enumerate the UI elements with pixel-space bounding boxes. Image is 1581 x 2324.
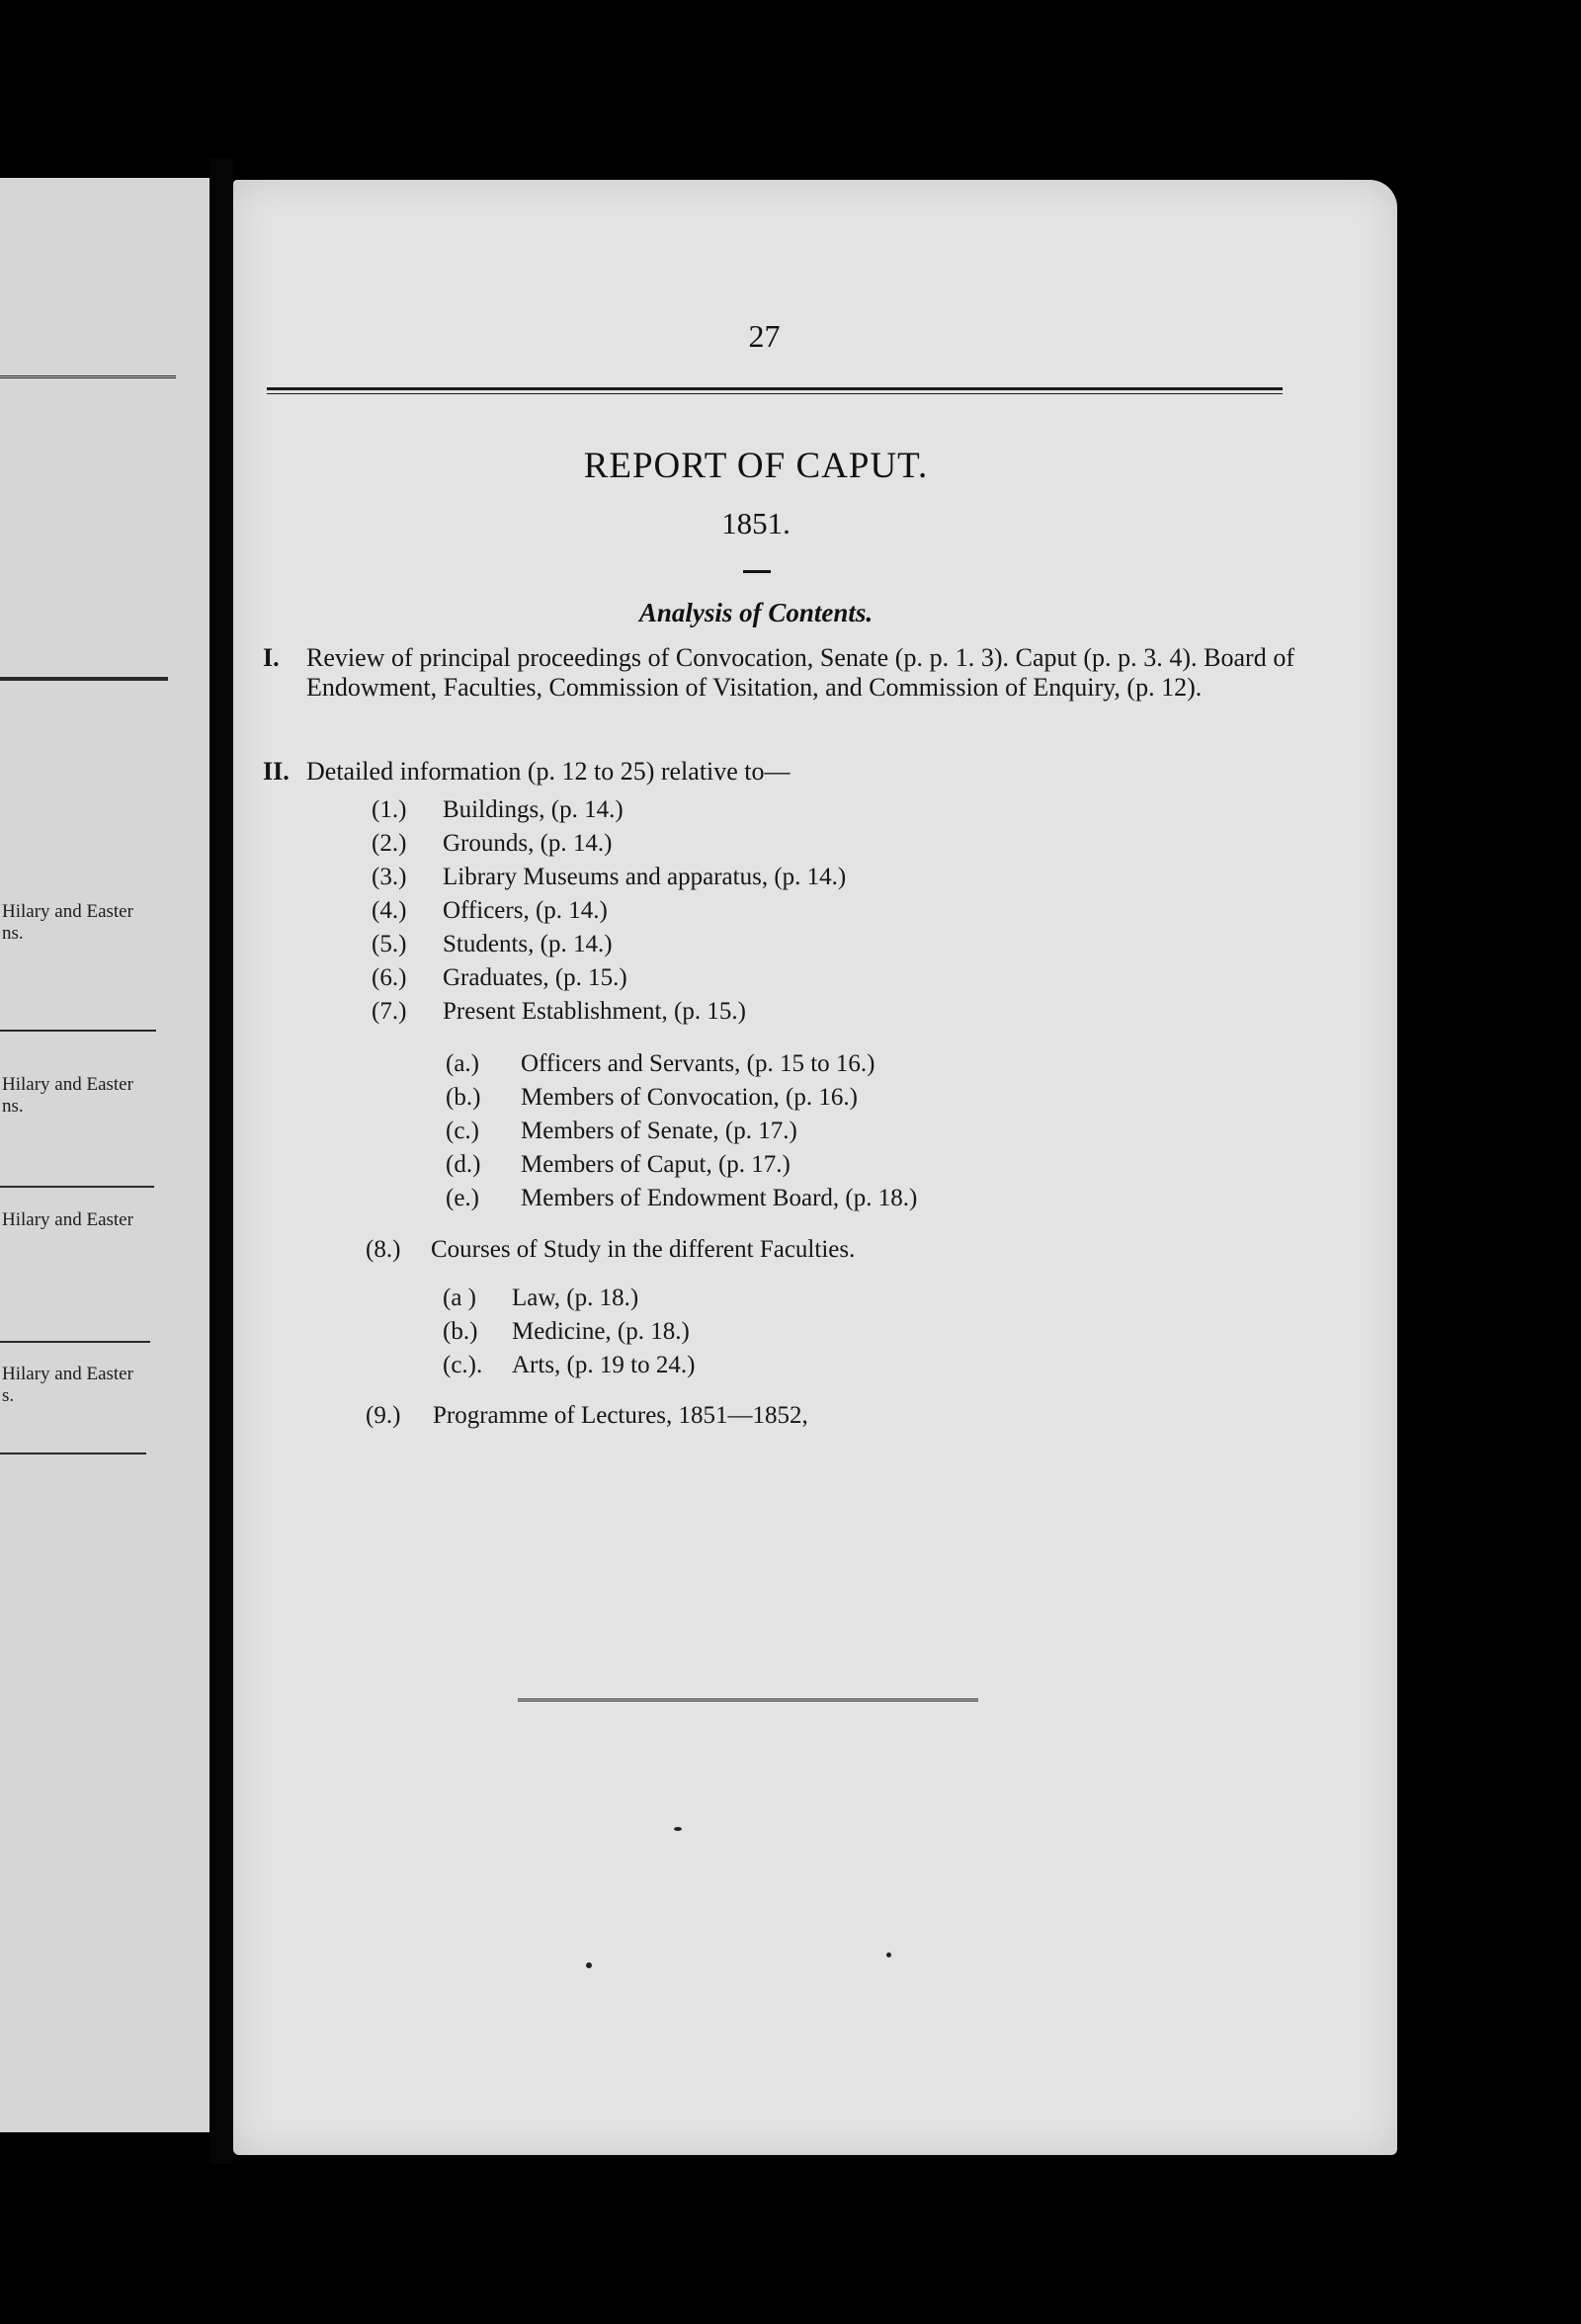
report-year: 1851. — [721, 506, 790, 540]
item-label: (a.) — [446, 1050, 479, 1077]
closing-rule — [518, 1699, 978, 1704]
left-page-text: Hilary and Easter — [2, 1364, 133, 1384]
left-page-text: Hilary and Easter — [2, 1209, 133, 1230]
contents-heading: Analysis of Contents. — [638, 598, 874, 627]
document-page — [233, 180, 1397, 2155]
sub-list-item — [446, 1150, 790, 1180]
ink-speck — [886, 1952, 891, 1957]
divider — [0, 1030, 156, 1032]
divider — [0, 677, 168, 681]
section-text: Review of principal proceedings of Convocation, Senate (p. p. 1. 3). Caput (p. p. 3. 4). Board of Endowment, Faculties, Commission of Visitation, and Commission of Enquiry, (p. 12). — [306, 643, 1294, 702]
item-label: (c.). — [443, 1352, 483, 1378]
sub-list-item — [443, 1351, 696, 1380]
sub-list-item — [446, 1083, 858, 1113]
item-text: Programme of Lectures, 1851—1852, — [433, 1402, 808, 1429]
sub-list-item — [443, 1317, 690, 1347]
left-page-text: Hilary and Easter — [2, 901, 133, 922]
item-text: Buildings, (p. 14.) — [443, 796, 624, 823]
item-text: Present Establishment, (p. 15.) — [443, 998, 746, 1025]
divider — [0, 1341, 150, 1343]
item-label: (6.) — [372, 964, 407, 991]
item-label: (7.) — [372, 998, 407, 1025]
left-page-text: ns. — [2, 923, 24, 944]
sub-list-item — [446, 1184, 918, 1213]
ink-speck — [586, 1962, 592, 1968]
item-label: (3.) — [372, 864, 407, 890]
item-text: Grounds, (p. 14.) — [443, 830, 613, 857]
previous-page-edge — [0, 178, 209, 2132]
item-text: Library Museums and apparatus, (p. 14.) — [443, 864, 847, 890]
list-item — [372, 863, 847, 892]
item-label: (d.) — [446, 1151, 481, 1178]
item-text: Officers, (p. 14.) — [443, 897, 608, 924]
item-label: (2.) — [372, 830, 407, 857]
left-page-text: ns. — [2, 1096, 24, 1117]
left-page-text: Hilary and Easter — [2, 1074, 133, 1095]
section-number: I. — [263, 643, 280, 672]
divider — [0, 375, 176, 381]
item-label: (1.) — [372, 796, 407, 823]
report-title: REPORT OF CAPUT. — [583, 446, 929, 486]
item-text: Graduates, (p. 15.) — [443, 964, 627, 991]
ink-speck — [674, 1827, 682, 1831]
item-label: (9.) — [366, 1402, 401, 1429]
sub-list-item — [443, 1284, 639, 1313]
section-text: Detailed information (p. 12 to 25) relative to— — [306, 757, 790, 786]
list-item — [372, 963, 627, 993]
item-label: (b.) — [443, 1318, 478, 1345]
item-label: (a ) — [443, 1285, 476, 1311]
list-item — [372, 795, 624, 825]
item-text: Members of Caput, (p. 17.) — [521, 1151, 790, 1178]
item-text: Officers and Servants, (p. 15 to 16.) — [521, 1050, 875, 1077]
sub-list-item — [446, 1117, 797, 1146]
item-label: (4.) — [372, 897, 407, 924]
item-label: (8.) — [366, 1236, 401, 1263]
item-label: (e.) — [446, 1185, 479, 1211]
header-rule — [267, 387, 1283, 394]
list-item — [366, 1401, 808, 1431]
item-label: (b.) — [446, 1084, 481, 1111]
item-text: Arts, (p. 19 to 24.) — [512, 1352, 696, 1378]
item-text: Medicine, (p. 18.) — [512, 1318, 690, 1345]
sub-list-item — [446, 1049, 875, 1079]
list-item — [366, 1235, 856, 1265]
list-item — [372, 829, 613, 859]
item-text: Members of Senate, (p. 17.) — [521, 1118, 797, 1144]
item-label: (c.) — [446, 1118, 479, 1144]
page-number: 27 — [748, 318, 781, 354]
item-label: (5.) — [372, 931, 407, 957]
item-text: Students, (p. 14.) — [443, 931, 613, 957]
list-item — [372, 896, 608, 926]
item-text: Members of Convocation, (p. 16.) — [521, 1084, 858, 1111]
list-item — [372, 997, 746, 1027]
divider — [0, 1186, 154, 1188]
section-number: II. — [263, 757, 290, 786]
list-item — [372, 930, 613, 959]
title-dash — [743, 570, 771, 573]
book-spine — [209, 158, 233, 2164]
item-text: Courses of Study in the different Faculties. — [431, 1236, 856, 1263]
divider — [0, 1452, 146, 1454]
left-page-text: s. — [2, 1385, 15, 1406]
item-text: Law, (p. 18.) — [512, 1285, 639, 1311]
item-text: Members of Endowment Board, (p. 18.) — [521, 1185, 918, 1211]
